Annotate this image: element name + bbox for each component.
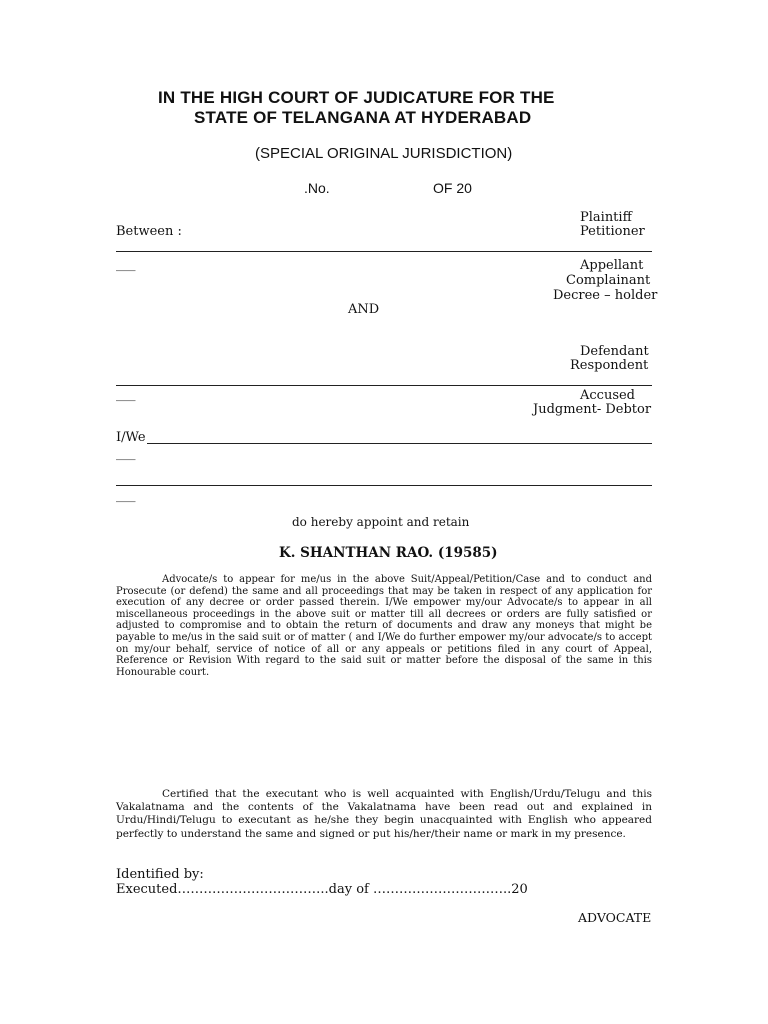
advocate-name: K. SHANTHAN RAO. (19585) (279, 545, 498, 561)
certification-paragraph-text: Certified that the executant who is well acquainted with English/Urdu/Telugu and this Vakalatnama and the contents of the Vakalatnama have been read out and explained in Urdu/Hindi/Telugu to executant as he/she they begin unacquainted with English who appeared perfectly to understand the same and signed or put his/her/their name or mark in my presence. (116, 788, 652, 840)
role-decree-holder: Decree – holder (553, 288, 658, 303)
case-year-label: OF 20 (433, 180, 472, 196)
iwe-label: I/We (116, 430, 146, 445)
court-title-line1: IN THE HIGH COURT OF JUDICATURE FOR THE (158, 88, 555, 107)
case-number-label: .No. (304, 180, 330, 196)
authority-paragraph (116, 574, 652, 678)
role-plaintiff: Plaintiff (580, 210, 632, 225)
between-label: Between : (116, 224, 182, 239)
role-judgment-debtor: Judgment- Debtor (533, 402, 652, 417)
certification-paragraph (116, 788, 652, 841)
role-respondent: Respondent (570, 358, 649, 373)
authority-paragraph-text: Advocate/s to appear for me/us in the above Suit/Appeal/Petition/Case and to conduct and Prosecute (or defend) the same and all proceedings that may be taken in respect of any application for execution of any decree or order passed therein. I/We empower my/our Advocate/s to appear in all miscellaneous proceedings in the above suit or matter till all decrees or orders are fully satisfied or adjusted to compromise and to obtain the return of documents and draw any moneys that might be payable to me/us in the said suit or of matter ( and I/We do further empower my/our advocate/s to accept on my/our behalf, service of notice of all or any appeals or petitions filed in any court of Appeal, Reference or Revision With regard to the said suit or matter before the disposal of the same in this Honourable court. (116, 574, 652, 678)
advocate-signature-label: ADVOCATE (578, 910, 652, 925)
party-name-line (116, 251, 652, 252)
line-continuation: ___ (116, 257, 136, 272)
line-continuation: ___ (116, 387, 136, 402)
role-appellant: Appellant (580, 258, 644, 273)
iwe-name-line-2 (116, 485, 652, 486)
role-defendant: Defendant (580, 344, 649, 359)
role-accused: Accused (580, 388, 636, 403)
and-label: AND (348, 302, 380, 317)
line-continuation: ___ (116, 446, 136, 461)
identified-by-label: Identified by: (116, 867, 204, 882)
line-continuation: ___ (116, 488, 136, 503)
jurisdiction-label: (SPECIAL ORIGINAL JURISDICTION) (255, 145, 513, 162)
appoint-text: do hereby appoint and retain (292, 515, 470, 529)
role-petitioner: Petitioner (580, 224, 645, 239)
role-complainant: Complainant (566, 273, 651, 288)
iwe-name-line (147, 443, 652, 444)
party-name-line (116, 385, 652, 386)
court-title-line2: STATE OF TELANGANA AT HYDERABAD (194, 108, 532, 127)
executed-line: Executed……………………………..day of …………………………..20 (116, 882, 528, 897)
